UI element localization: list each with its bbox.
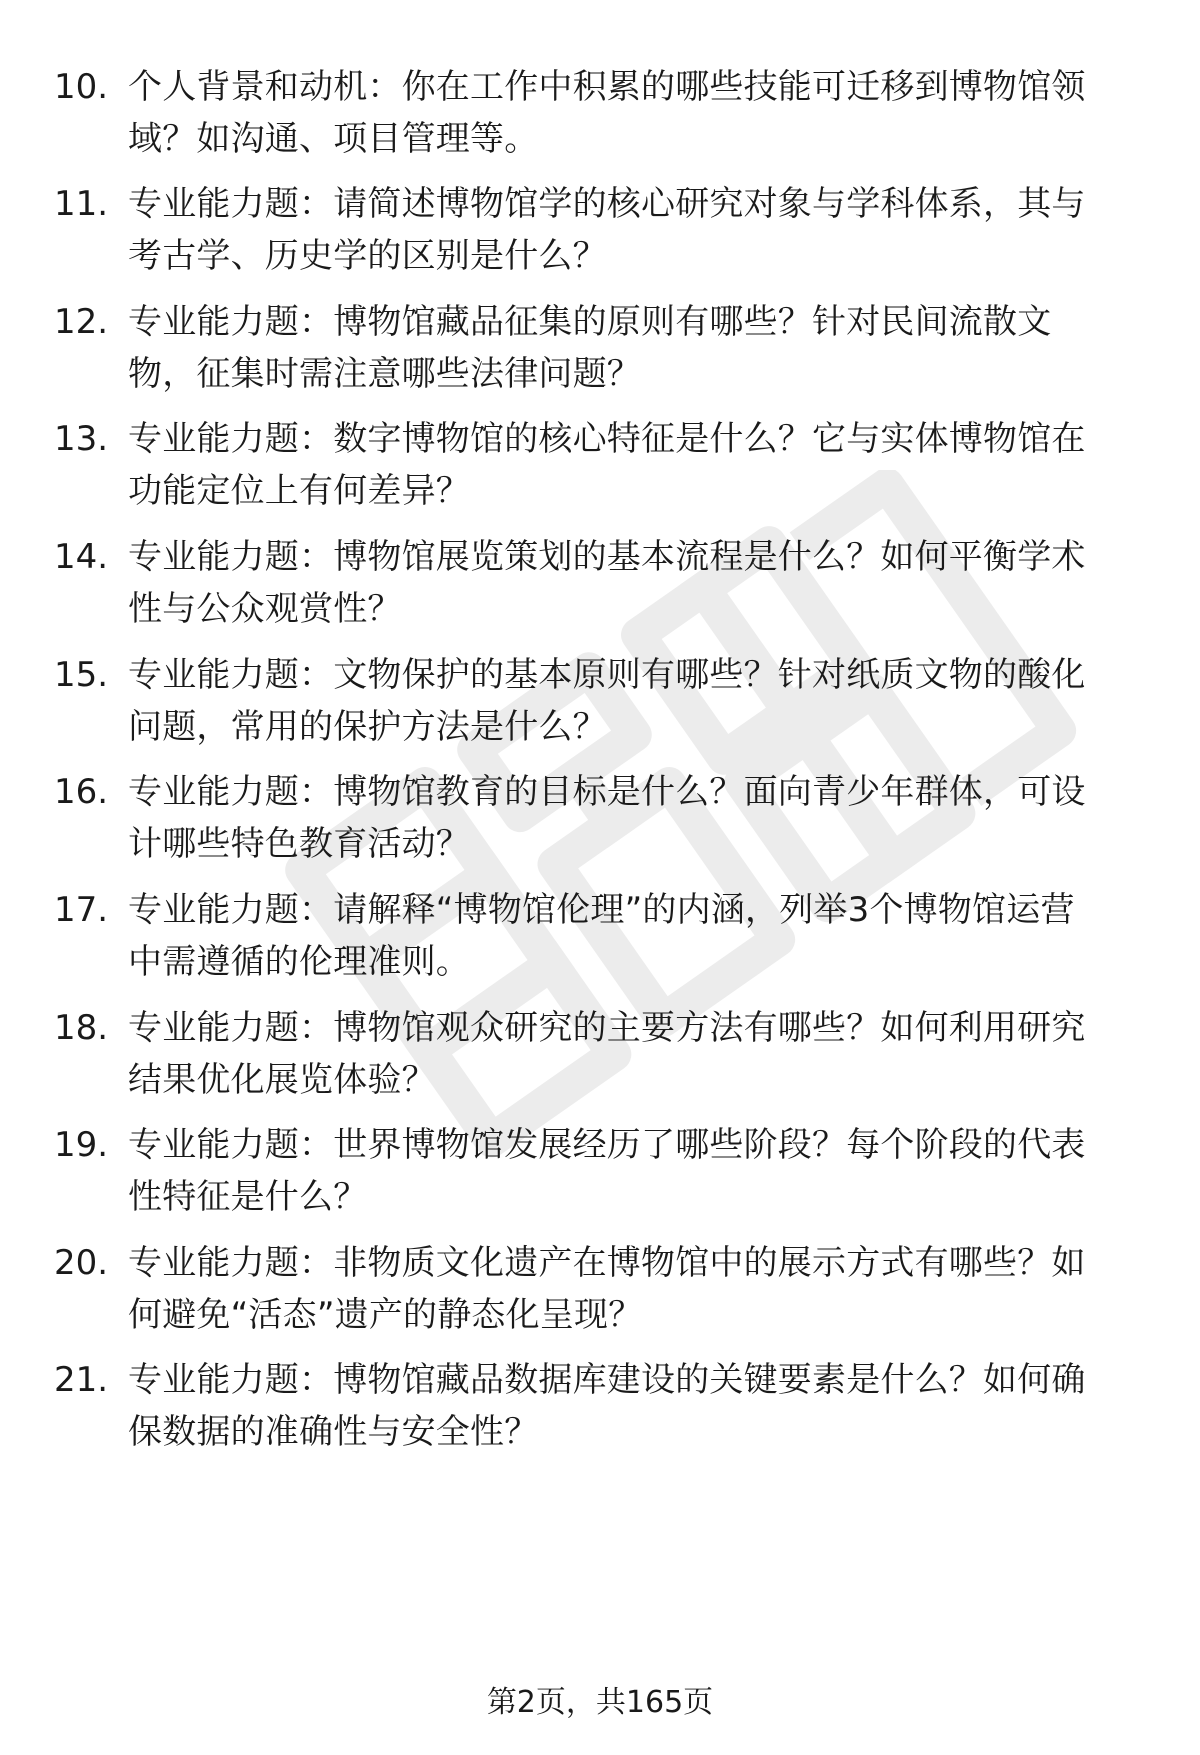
question-item-19 [0, 1119, 1200, 1219]
question-text-line-1: 专业能力题：数字博物馆的核心特征是什么？它与实体博物馆在 [128, 419, 1086, 459]
page-footer [0, 1683, 1200, 1723]
question-text-line-1: 专业能力题：请简述博物馆学的核心研究对象与学科体系，其与 [128, 184, 1086, 224]
question-item-12 [0, 296, 1200, 396]
question-number: 21. [54, 1360, 109, 1400]
question-text-line-1: 专业能力题：世界博物馆发展经历了哪些阶段？每个阶段的代表 [128, 1125, 1086, 1165]
question-number: 19. [54, 1125, 109, 1165]
question-text-line-2: 物，征集时需注意哪些法律问题？ [128, 354, 641, 394]
question-text-line-1: 专业能力题：博物馆展览策划的基本流程是什么？如何平衡学术 [128, 537, 1086, 577]
question-item-13 [0, 413, 1200, 513]
question-number: 17. [54, 890, 109, 930]
question-item-17 [0, 884, 1200, 984]
question-text-line-2: 考古学、历史学的区别是什么？ [128, 236, 607, 276]
question-number: 13. [54, 419, 109, 459]
question-number: 10. [54, 67, 109, 107]
question-text-line-1: 专业能力题：博物馆藏品征集的原则有哪些？针对民间流散文 [128, 302, 1052, 342]
question-number: 16. [54, 772, 109, 812]
question-text-line-2: 性特征是什么？ [128, 1177, 368, 1217]
question-text-line-2: 问题，常用的保护方法是什么？ [128, 707, 607, 747]
question-text-line-1: 专业能力题：非物质文化遗产在博物馆中的展示方式有哪些？如 [128, 1243, 1086, 1283]
question-text-line-2: 功能定位上有何差异？ [128, 471, 470, 511]
question-item-20 [0, 1237, 1200, 1337]
question-text-line-2: 域？如沟通、项目管理等。 [128, 119, 539, 159]
question-text-line-1: 专业能力题：博物馆教育的目标是什么？面向青少年群体，可设 [128, 772, 1086, 812]
question-text-line-2: 中需遵循的伦理准则。 [128, 942, 470, 982]
question-number: 12. [54, 302, 109, 342]
question-text-line-1: 专业能力题：请解释“博物馆伦理”的内涵，列举3个博物馆运营 [128, 890, 1075, 930]
question-number: 11. [54, 184, 109, 224]
question-text-line-1: 专业能力题：文物保护的基本原则有哪些？针对纸质文物的酸化 [128, 655, 1086, 695]
question-item-15 [0, 649, 1200, 749]
question-text-line-2: 保数据的准确性与安全性？ [128, 1412, 539, 1452]
question-number: 14. [54, 537, 109, 577]
question-item-10 [0, 61, 1200, 161]
question-item-21 [0, 1354, 1200, 1454]
question-text-line-1: 专业能力题：博物馆观众研究的主要方法有哪些？如何利用研究 [128, 1008, 1086, 1048]
question-text-line-2: 结果优化展览体验？ [128, 1060, 436, 1100]
question-text-line-2: 计哪些特色教育活动？ [128, 824, 470, 864]
question-number: 15. [54, 655, 109, 695]
question-item-14 [0, 531, 1200, 631]
question-item-18 [0, 1002, 1200, 1102]
question-text-line-1: 个人背景和动机：你在工作中积累的哪些技能可迁移到博物馆领 [128, 67, 1086, 107]
question-number: 20. [54, 1243, 109, 1283]
question-text-line-1: 专业能力题：博物馆藏品数据库建设的关键要素是什么？如何确 [128, 1360, 1086, 1400]
question-item-16 [0, 766, 1200, 866]
question-text-line-2: 性与公众观赏性？ [128, 589, 402, 629]
question-text-line-2: 何避免“活态”遗产的静态化呈现？ [128, 1295, 643, 1335]
page-number-label: 第2页，共165页 [486, 1685, 714, 1720]
question-item-11 [0, 178, 1200, 278]
question-number: 18. [54, 1008, 109, 1048]
